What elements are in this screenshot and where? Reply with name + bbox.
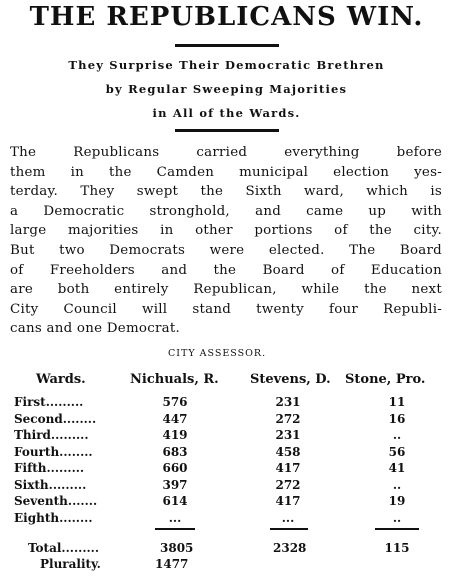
deck-rule	[175, 129, 279, 132]
table-cell-stone: ..	[392, 510, 402, 525]
total-nichuals: 3805	[160, 541, 194, 555]
story-line: large majorities in other portions of the city.	[10, 223, 442, 239]
table-cell-stone: 11	[388, 395, 406, 409]
table-cell-ward: Second........	[14, 411, 97, 426]
table-row	[0, 394, 453, 410]
table-cell-nichuals: 419	[162, 428, 188, 442]
table-cell-nichuals: 683	[162, 444, 188, 459]
table-cell-stone: 56	[388, 444, 406, 459]
story-line: of Freeholders and the Board of Education	[10, 262, 442, 278]
column-header-stone: Stone, Pro.	[345, 372, 426, 387]
deck-line-3: in All of the Wards.	[152, 106, 301, 120]
story-line: cans and one Democrat.	[10, 321, 180, 337]
total-stevens: 2328	[273, 541, 307, 555]
table-title: CITY ASSESSOR.	[168, 348, 267, 359]
story-line: City Council will stand twenty four Republi-	[10, 301, 442, 317]
table-cell-stevens: 272	[275, 411, 301, 426]
table-cell-ward: Fourth........	[14, 444, 93, 459]
deck-line-2: by Regular Sweeping Majorities	[105, 82, 348, 96]
table-cell-stone: 16	[388, 411, 406, 426]
story-line: But two Democrats were elected. The Board	[10, 242, 442, 258]
table-cell-nichuals: 614	[162, 494, 188, 508]
sum-rule	[375, 528, 419, 530]
table-cell-ward: Eighth........	[14, 510, 93, 525]
table-cell-stevens: 458	[275, 444, 301, 459]
table-row	[0, 411, 453, 427]
story-body	[10, 143, 442, 339]
column-header-wards: Wards.	[36, 372, 86, 387]
table-row	[0, 510, 453, 526]
table-cell-stone: ..	[392, 477, 402, 492]
table-cell-nichuals: 660	[162, 461, 188, 475]
story-line: terday. They swept the Sixth ward, which is	[10, 184, 442, 200]
table-row	[0, 493, 453, 509]
table-cell-stevens: 417	[275, 461, 301, 475]
table-cell-stevens: ...	[281, 510, 295, 525]
plurality-value: 1477	[155, 557, 189, 571]
table-cell-nichuals: 576	[162, 395, 188, 409]
table-cell-stone: 19	[388, 494, 406, 508]
story-line: are both entirely Republican, while the next	[10, 282, 442, 298]
plurality-label: Plurality.	[40, 557, 101, 571]
deck-line-1: They Surprise Their Democratic Brethren	[68, 58, 385, 72]
table-cell-nichuals: 447	[162, 411, 188, 426]
table-cell-ward: Fifth.........	[14, 461, 85, 475]
headline-rule	[175, 44, 279, 47]
table-cell-stevens: 231	[275, 395, 301, 409]
total-label: Total.........	[28, 541, 100, 555]
column-header-stevens: Stevens, D.	[250, 372, 331, 387]
table-cell-nichuals: 397	[162, 477, 188, 492]
table-cell-ward: Sixth.........	[14, 477, 87, 492]
table-row	[0, 477, 453, 493]
table-cell-stevens: 231	[275, 428, 301, 442]
table-cell-nichuals: ...	[168, 510, 182, 525]
table-cell-stevens: 272	[275, 477, 301, 492]
story-line: them in the Camden municipal election yes-	[10, 164, 442, 180]
sum-rule	[270, 528, 308, 530]
sum-rule	[155, 528, 195, 530]
table-cell-stone: 41	[388, 461, 406, 475]
table-cell-ward: Seventh.......	[14, 494, 98, 508]
headline: THE REPUBLICANS WIN.	[29, 2, 424, 32]
table-row	[0, 460, 453, 476]
table-cell-stone: ..	[392, 428, 402, 442]
table-cell-ward: Third.........	[14, 428, 89, 442]
table-cell-stevens: 417	[275, 494, 301, 508]
total-stone: 115	[384, 541, 410, 555]
story-line: The Republicans carried everything before	[10, 145, 442, 160]
story-line: a Democratic stronghold, and came up with	[10, 203, 442, 219]
column-header-nichuals: Nichuals, R.	[130, 372, 219, 387]
table-row	[0, 427, 453, 443]
table-row	[0, 444, 453, 460]
table-cell-ward: First.........	[14, 395, 84, 409]
